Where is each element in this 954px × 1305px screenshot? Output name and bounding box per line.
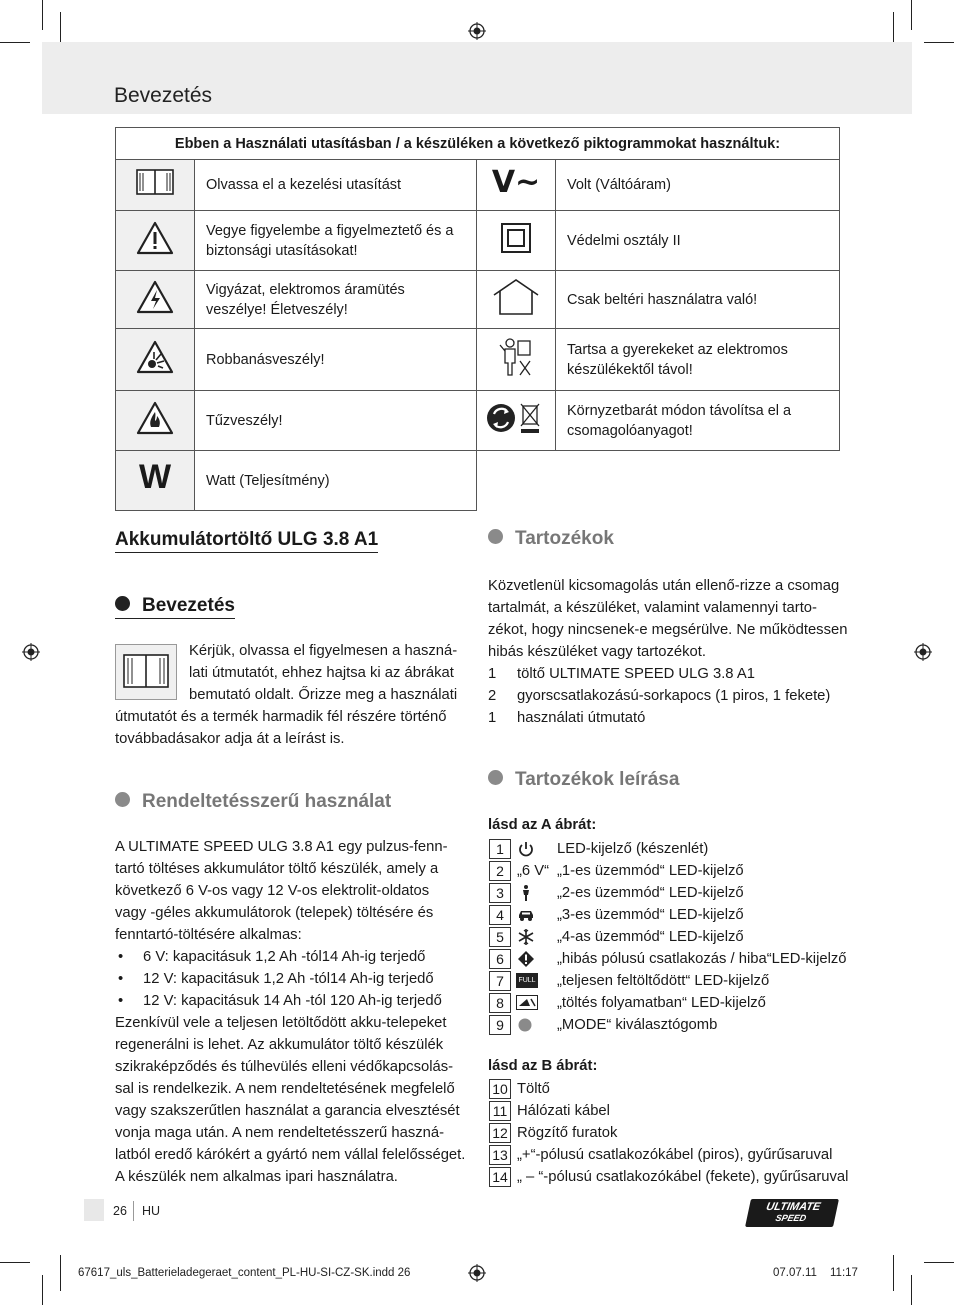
watt-icon: W xyxy=(116,451,195,511)
crop-mark xyxy=(924,1262,954,1263)
fire-icon xyxy=(116,391,195,451)
list-item: 5 „4-as üzemmód“ LED-kijelző xyxy=(489,926,849,948)
item-number: 12 xyxy=(489,1123,511,1143)
accessory-qty: 1 xyxy=(488,666,497,682)
explosion-icon xyxy=(116,329,195,391)
usage-line: tartó töltéses akkumulátor töltő készülék, amely a xyxy=(115,861,439,877)
list-item: 12 Rögzítő furatok xyxy=(489,1122,849,1144)
usage-line: szikraképződés és túlhevülés elleni védőkapcsolás- xyxy=(115,1059,454,1075)
crop-mark xyxy=(924,42,954,43)
usage-line: A ULTIMATE SPEED ULG 3.8 A1 egy pulzus-fenn- xyxy=(115,839,448,855)
book-icon xyxy=(115,644,177,700)
item-number: 6 xyxy=(489,949,511,969)
item-number: 7 xyxy=(489,971,511,991)
picto-text: Környzetbarát módon távolítsa el a csomagolóanyagot! xyxy=(556,391,840,451)
keep-children-away-icon xyxy=(477,329,556,391)
bullet-dot: • xyxy=(118,971,124,987)
picto-text: Csak beltéri használatra való! xyxy=(556,271,840,329)
usage-line: vagy -géles akkumulátorok (telepek) töltésére és xyxy=(115,905,434,921)
list-item: 2 „6 V“ „1-es üzemmód“ LED-kijelző xyxy=(489,860,849,882)
list-item: 13 „+“-pólusú csatlakozókábel (piros), gyűrűsaruval xyxy=(489,1144,849,1166)
usage-line: vonja maga után. A nem rendeltetésszerű haszná- xyxy=(115,1125,445,1141)
picto-text: Védelmi osztály II xyxy=(556,211,840,271)
accessories-line: tartalmát, a készüléket, valamint valamennyi tarto- xyxy=(488,600,817,616)
figure-a-label: lásd az A ábrát: xyxy=(488,817,597,833)
picto-text: Vigyázat, elektromos áramütés veszélye! Életveszély! xyxy=(195,271,477,329)
list-item: 8 „töltés folyamatban“ LED-kijelző xyxy=(489,992,849,1014)
bullet-dot: • xyxy=(118,993,124,1009)
list-item: 11 Hálózati kábel xyxy=(489,1100,849,1122)
accessories-line: hibás készüléket vagy tartozékot. xyxy=(488,644,706,660)
section-heading-intro: Bevezetés xyxy=(115,595,235,619)
section-heading-description: Tartozékok leírása xyxy=(488,769,679,791)
registration-mark-icon xyxy=(22,643,40,661)
crop-mark xyxy=(911,1275,912,1305)
protection-class-2-icon xyxy=(477,211,556,271)
intro-line: útmutatót és a termék harmadik fél részére történő xyxy=(115,709,447,725)
intro-line: továbbadásakor adja át a leírást is. xyxy=(115,731,345,747)
print-date: 07.07.11 xyxy=(773,1267,817,1279)
accessories-line: zékot, hogy nincsenek-e megsérülve. Ne működtessen xyxy=(488,622,848,638)
usage-line: fenntartó-töltésére alkalmas: xyxy=(115,927,302,943)
empty-cell xyxy=(477,451,840,511)
figure-b-label: lásd az B ábrát: xyxy=(488,1058,598,1074)
error-diamond-icon xyxy=(517,950,535,968)
list-item: 6 „hibás pólusú csatlakozás / hiba“LED-kijelző xyxy=(489,948,849,970)
bullet-item: 12 V: kapacitásuk 14 Ah -tól 120 Ah-ig terjedő xyxy=(143,993,442,1009)
language-code: HU xyxy=(142,1204,161,1218)
list-item: 7 FULL „teljesen feltöltődött“ LED-kijelző xyxy=(489,970,849,992)
item-number: 11 xyxy=(489,1101,511,1121)
bullet-item: 12 V: kapacitásuk 1,2 Ah -tól14 Ah-ig terjedő xyxy=(143,971,434,987)
six-volt-label: „6 V“ xyxy=(517,863,550,879)
mode-button-icon xyxy=(517,1016,535,1034)
crop-mark xyxy=(893,1255,894,1291)
bullet-item: 6 V: kapacitásuk 1,2 Ah -tól14 Ah-ig terjedő xyxy=(143,949,426,965)
motorcycle-icon xyxy=(517,884,535,902)
accessories-line: Közvetlenül kicsomagolás után ellenő-rizze a csomag xyxy=(488,578,840,594)
print-time: 11:17 xyxy=(830,1267,858,1279)
item-number: 10 xyxy=(489,1079,511,1099)
power-icon xyxy=(517,840,535,858)
list-item: 4 „3-es üzemmód“ LED-kijelző xyxy=(489,904,849,926)
page-number: 26 xyxy=(113,1204,127,1218)
usage-line: következő 6 V-os vagy 12 V-os elektrolit-oldatos xyxy=(115,883,430,899)
item-number: 3 xyxy=(489,883,511,903)
full-battery-icon: FULL xyxy=(516,973,538,988)
item-number: 13 xyxy=(489,1145,511,1165)
section-heading-accessories: Tartozékok xyxy=(488,528,614,550)
crop-mark xyxy=(0,1262,30,1263)
warning-icon xyxy=(116,211,195,271)
usage-line: regenerálni is lehet. Az akkumulátor töltő készülék xyxy=(115,1037,444,1053)
usage-line: sal is rendelkezik. A nem rendeltetésének megfelelő xyxy=(115,1081,455,1097)
section-heading-usage: Rendeltetésszerű használat xyxy=(115,791,391,813)
crop-mark xyxy=(42,1275,43,1305)
accessory-item: töltő ULTIMATE SPEED ULG 3.8 A1 xyxy=(517,666,755,682)
electric-shock-icon xyxy=(116,271,195,329)
picto-text: Tűzveszély! xyxy=(195,391,477,451)
usage-line: A készülék nem alkalmas ipari használatra. xyxy=(115,1169,398,1185)
item-number: 2 xyxy=(489,861,511,881)
page-title: Bevezetés xyxy=(114,84,213,107)
accessory-item: használati útmutató xyxy=(517,710,646,726)
crop-mark xyxy=(42,0,43,30)
registration-mark-icon xyxy=(468,1264,486,1282)
book-icon xyxy=(116,160,195,211)
accessory-item: gyorscsatlakozású-sorkapocs (1 piros, 1 fekete) xyxy=(517,688,831,704)
file-info: 67617_uls_Batterieladegeraet_content_PL-HU-SI-CZ-SK.indd 26 xyxy=(78,1267,411,1279)
list-item: 10 Töltő xyxy=(489,1078,849,1100)
item-number: 9 xyxy=(489,1015,511,1035)
crop-mark xyxy=(0,42,30,43)
picto-text: Tartsa a gyerekeket az elektromos készülékektől távol! xyxy=(556,329,840,391)
pictogram-table-caption: Ebben a Használati utasításban / a készüléken a következő piktogrammokat használtuk: xyxy=(116,128,840,160)
list-item: 3 „2-es üzemmód“ LED-kijelző xyxy=(489,882,849,904)
footer-tab xyxy=(84,1199,104,1221)
item-number: 4 xyxy=(489,905,511,925)
charging-icon xyxy=(516,995,538,1010)
pictogram-table xyxy=(115,127,840,511)
intro-line: Kérjük, olvassa el figyelmesen a haszná- xyxy=(189,643,458,659)
product-heading: Akkumulátortöltő ULG 3.8 A1 xyxy=(115,529,378,553)
picto-text: Watt (Teljesítmény) xyxy=(195,451,477,511)
recycle-icon xyxy=(477,391,556,451)
registration-mark-icon xyxy=(468,22,486,40)
picto-text: Volt (Váltóáram) xyxy=(556,160,840,211)
bullet-dot: • xyxy=(118,949,124,965)
usage-line: Ezenkívül vele a teljesen letöltődött akku-telepeket xyxy=(115,1015,447,1031)
usage-line: latból eredő kárókért a gyártó nem vállal felelősséget. xyxy=(115,1147,466,1163)
car-icon xyxy=(517,906,535,924)
intro-line: bemutató oldalt. Őrizze meg a használati xyxy=(189,687,458,703)
item-number: 14 xyxy=(489,1167,511,1187)
intro-line: lati útmutatót, ehhez hajtsa ki az ábrákat xyxy=(189,665,454,681)
volt-ac-icon: V~ xyxy=(477,160,556,211)
ultimate-speed-logo: ULTIMATE SPEED xyxy=(745,1199,839,1227)
registration-mark-icon xyxy=(914,643,932,661)
list-item: 14 „ – “-pólusú csatlakozókábel (fekete), gyűrűsaruval xyxy=(489,1166,849,1188)
accessory-qty: 2 xyxy=(488,688,497,704)
indoor-house-icon xyxy=(477,271,556,329)
usage-line: vagy szakszerűtlen használat a garancia elvesztését xyxy=(115,1103,460,1119)
picto-text: Olvassa el a kezelési utasítást xyxy=(195,160,477,211)
picto-text: Robbanásveszély! xyxy=(195,329,477,391)
accessory-qty: 1 xyxy=(488,710,497,726)
picto-text: Vegye figyelembe a figyelmeztető és a biztonsági utasításokat! xyxy=(195,211,477,271)
crop-mark xyxy=(60,1255,61,1291)
item-number: 1 xyxy=(489,839,511,859)
item-number: 8 xyxy=(489,993,511,1013)
snowflake-icon xyxy=(517,928,535,946)
crop-mark xyxy=(911,0,912,30)
list-item: 9 „MODE“ kiválasztógomb xyxy=(489,1014,849,1036)
list-item: 1 LED-kijelző (készenlét) xyxy=(489,838,849,860)
footer-divider xyxy=(133,1201,134,1221)
item-number: 5 xyxy=(489,927,511,947)
